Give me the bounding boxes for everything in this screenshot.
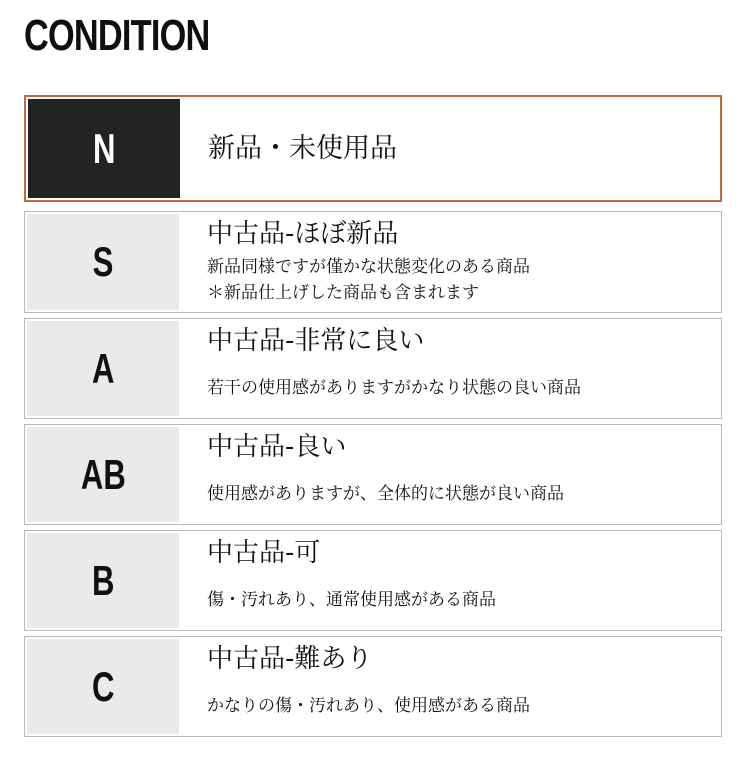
condition-title: 中古品-良い — [207, 432, 347, 462]
condition-desc-line: ＊新品仕上げした商品も含まれます — [207, 283, 479, 304]
condition-row-b — [24, 530, 722, 631]
condition-title: 中古品-難あり — [207, 644, 373, 674]
condition-info — [179, 425, 721, 524]
condition-title: 新品・未使用品 — [208, 132, 397, 164]
condition-desc-line: かなりの傷・汚れあり、使用感がある商品 — [207, 695, 530, 716]
condition-list — [24, 95, 722, 742]
condition-row-n — [24, 95, 722, 202]
grade-label: B — [91, 556, 115, 604]
condition-row-c — [24, 636, 722, 737]
condition-info — [179, 637, 721, 736]
condition-row-ab — [24, 424, 722, 525]
condition-title: 中古品-可 — [207, 538, 321, 568]
condition-desc-line: 新品同様ですが僅かな状態変化のある商品 — [207, 256, 530, 277]
condition-info — [179, 212, 721, 312]
condition-info — [179, 319, 721, 418]
condition-description — [207, 587, 721, 613]
grade-badge — [27, 533, 179, 628]
grade-badge — [27, 639, 179, 734]
condition-description — [207, 693, 721, 719]
grade-label: AB — [80, 450, 126, 498]
condition-description — [207, 375, 721, 401]
condition-title: 中古品-ほぼ新品 — [207, 219, 399, 249]
condition-description — [207, 254, 721, 307]
grade-label: C — [91, 662, 115, 710]
condition-desc-line: 若干の使用感がありますがかなり状態の良い商品 — [207, 377, 581, 398]
condition-desc-line: 傷・汚れあり、通常使用感がある商品 — [207, 589, 496, 610]
condition-description — [207, 481, 721, 507]
grade-badge — [28, 99, 180, 198]
condition-title: 中古品-非常に良い — [207, 326, 425, 356]
grade-label: N — [92, 124, 116, 172]
condition-desc-line: 使用感がありますが、全体的に状態が良い商品 — [207, 483, 564, 504]
condition-info — [180, 97, 720, 200]
grade-badge — [27, 427, 179, 522]
grade-badge — [27, 321, 179, 416]
grade-badge — [27, 214, 179, 310]
condition-row-s — [24, 211, 722, 313]
page-title: CONDITION — [24, 11, 210, 60]
condition-info — [179, 531, 721, 630]
grade-label: A — [91, 344, 115, 392]
grade-label: S — [92, 238, 114, 285]
condition-row-a — [24, 318, 722, 419]
